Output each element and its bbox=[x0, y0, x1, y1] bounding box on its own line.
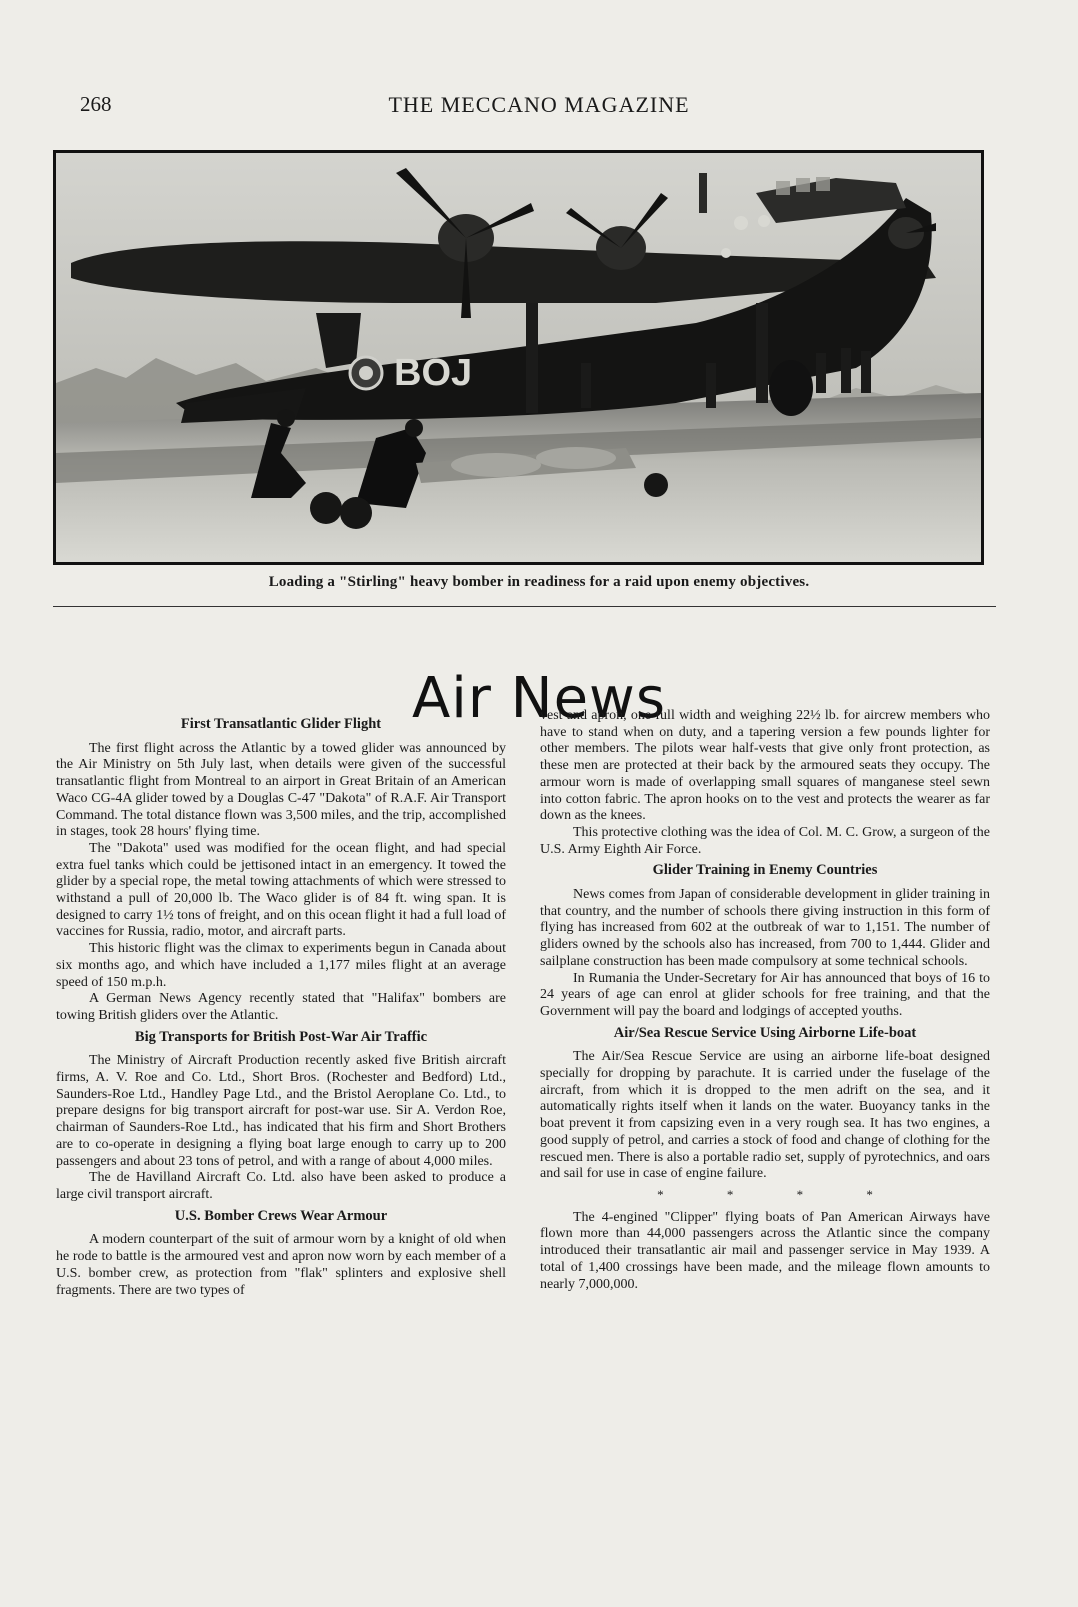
section-heading: Glider Training in Enemy Countries bbox=[652, 862, 878, 879]
asterisk-separator: * * * * bbox=[657, 1186, 903, 1202]
paragraph: A modern counterpart of the suit of armour worn by a knight of old when he rode to battle is the armoured vest and apron now worn by each member of a U.S. bomber crew, as protection from "flak" splinters and explosive shell fragments. There are two types of bbox=[56, 1232, 506, 1298]
photo-caption: Loading a "Stirling" heavy bomber in readiness for a raid upon enemy objectives. bbox=[268, 574, 810, 590]
paragraph: The 4-engined "Clipper" flying boats of Pan American Airways have flown more than 44,000 passengers across the Atlantic since the company introduced their transatlantic air mail and passenger service in May 1939. A total of 1,400 crossings have been made, and the mileage flown amounts to nearly 7,000,000. bbox=[540, 1209, 990, 1292]
section-heading: First Transatlantic Glider Flight bbox=[180, 716, 382, 732]
paragraph: This protective clothing was the idea of Col. M. C. Grow, a surgeon of the U.S. Army Eighth Air Force. bbox=[540, 824, 990, 857]
right-column bbox=[540, 708, 990, 1293]
paragraph: The Ministry of Aircraft Production recently asked five British aircraft firms, A. V. Roe and Co. Ltd., Short Bros. (Rochester and Bedford) Ltd., Saunders-Roe Ltd., Handley Page Ltd., and the Bristol Aeroplane Co. Ltd., to prepare designs for big transport aircraft for post-war use. Sir A. Verdon Roe, chairman of Saunders-Roe Ltd., has indicated that his firm and Short Brothers are to co-operate in designing a flying boat large enough to carry up to 200 passengers and about 23 tons of petrol, and with a range of about 4,000 miles. bbox=[56, 1053, 506, 1169]
paragraph: The Air/Sea Rescue Service are using an airborne life-boat designed specially for dropping by parachute. It is carried under the fuselage of the aircraft, from which it is dropped to the men adrift on the sea, and it automatically rights itself when it lands on the water. Buoyancy tanks in the boat prevent it from capsizing even in a very rough sea. It has two engines, a good supply of petrol, and carries a stock of food and change of clothing for the rescued men. There is also a portable radio set, supply of pyrotechnics, and oars and sail for use in case of engine failure. bbox=[540, 1049, 990, 1182]
paragraph: vest and apron, one full width and weighing 22½ lb. for aircrew members who have to stand when on duty, and a tapering version a few pounds lighter for other members. The pilots wear half-vests that give only front protection, as these men are protected at their back by the armoured seats they occupy. The armour worn is made of overlapping small squares of manganese steel sewn into cotton fabric. The apron hooks on to the vest and protects the wearer as far down as the knees. bbox=[540, 708, 990, 824]
section-heading: Air/Sea Rescue Service Using Airborne Life-boat bbox=[613, 1024, 917, 1041]
article-title: Air News bbox=[411, 665, 666, 731]
magazine-title: THE MECCANO MAGAZINE bbox=[388, 92, 690, 117]
paragraph: The "Dakota" used was modified for the ocean flight, and had special extra fuel tanks which could be jettisoned intact in an emergency. It towed the glider by a special rope, the metal towing attachments of which were stressed to withstand a pull of 20,000 lb. The Waco glider is of 84 ft. wing span. It is designed to carry 1½ tons of freight, and on this ocean flight it had a full load of vaccines for Russia, radio, motor, and aircraft parts. bbox=[56, 840, 506, 940]
page-number: 268 bbox=[80, 92, 112, 116]
paragraph: A German News Agency recently stated that "Halifax" bombers are towing British gliders over the Atlantic. bbox=[56, 991, 506, 1023]
paragraph: The de Havilland Aircraft Co. Ltd. also have been asked to produce a large civil transport aircraft. bbox=[56, 1170, 506, 1202]
bomber-photograph bbox=[53, 150, 984, 565]
paragraph: In Rumania the Under-Secretary for Air has announced that boys of 16 to 24 years of age can enrol at glider schools for free training, and that the Government will pay the board and lodgings of accepted youths. bbox=[540, 970, 990, 1019]
paragraph: The first flight across the Atlantic by a towed glider was announced by the Air Ministry on 5th July last, when details were given of the successful transatlantic flight from Montreal to an airport in Great Britain of an American Waco CG-4A glider towed by a Douglas C-47 "Dakota" of R.A.F. Air Transport Command. The total distance flown was 3,500 miles, and the trip, accomplished in stages, took 28 hours' flying time. bbox=[56, 740, 506, 840]
section-heading: Big Transports for British Post-War Air Traffic bbox=[134, 1028, 428, 1045]
stirling-bomber-image bbox=[56, 153, 981, 562]
section-heading: U.S. Bomber Crews Wear Armour bbox=[174, 1207, 388, 1224]
aircraft-code-marking: BOJ bbox=[394, 352, 473, 394]
paragraph: This historic flight was the climax to experiments begun in Canada about six months ago, and which have included a 1,177 miles flight at an average speed of 150 m.p.h. bbox=[56, 941, 506, 990]
section-divider bbox=[53, 606, 996, 607]
left-column bbox=[56, 710, 506, 1299]
paragraph: News comes from Japan of considerable development in glider training in that country, and the number of schools there giving instruction in this form of flying has increased from 602 at the outbreak of war to 1,151. The number of gliders owned by the schools also has increased, from 700 to 1,444. Glider and sailplane construction has been made compulsory at some technical schools. bbox=[540, 887, 990, 969]
